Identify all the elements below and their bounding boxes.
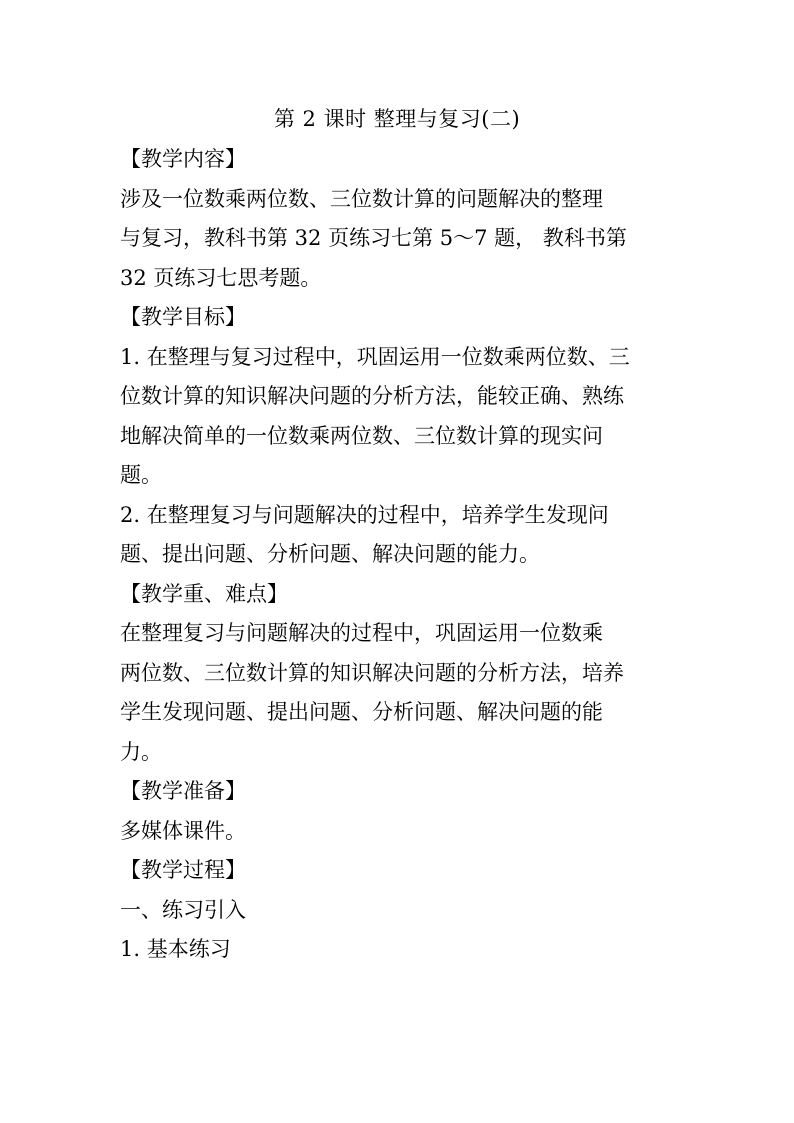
paragraph-line: 题。: [120, 463, 162, 487]
paragraph-line: 2. 在整理复习与问题解决的过程中，培养学生发现问: [120, 502, 609, 527]
paragraph-line: 在整理复习与问题解决的过程中，巩固运用一位数乘: [120, 621, 603, 645]
heading-teaching-content: 【教学内容】: [120, 147, 246, 171]
paragraph-line: 与复习，教科书第 32 页练习七第 5～7 题， 教科书第: [120, 226, 627, 250]
paragraph-line: 题、提出问题、分析问题、解决问题的能力。: [120, 542, 540, 566]
document-body: [120, 140, 678, 970]
paragraph-line: 32 页练习七思考题。: [120, 265, 322, 290]
section-heading: 一、练习引入: [120, 897, 246, 922]
paragraph-line: 两位数、三位数计算的知识解决问题的分析方法，培养: [120, 660, 624, 685]
paragraph-line: 力。: [120, 739, 162, 764]
lesson-title: 第 2 课时 整理与复习(二): [273, 107, 521, 131]
heading-preparation: 【教学准备】: [120, 779, 246, 803]
heading-teaching-goals: 【教学目标】: [120, 305, 246, 329]
paragraph-line: 学生发现问题、提出问题、分析问题、解决问题的能: [120, 700, 603, 724]
subsection-heading: 1. 基本练习: [120, 937, 231, 961]
paragraph-line: 位数计算的知识解决问题的分析方法，能较正确、熟练: [120, 384, 624, 408]
heading-teaching-process: 【教学过程】: [120, 858, 246, 882]
paragraph-line: 1. 在整理与复习过程中，巩固运用一位数乘两位数、三: [120, 344, 630, 369]
heading-key-difficulties: 【教学重、难点】: [120, 581, 288, 606]
paragraph-line: 多媒体课件。: [120, 818, 246, 843]
paragraph-line: 地解决简单的一位数乘两位数、三位数计算的现实问: [120, 423, 603, 448]
paragraph-line: 涉及一位数乘两位数、三位数计算的问题解决的整理: [120, 186, 603, 211]
